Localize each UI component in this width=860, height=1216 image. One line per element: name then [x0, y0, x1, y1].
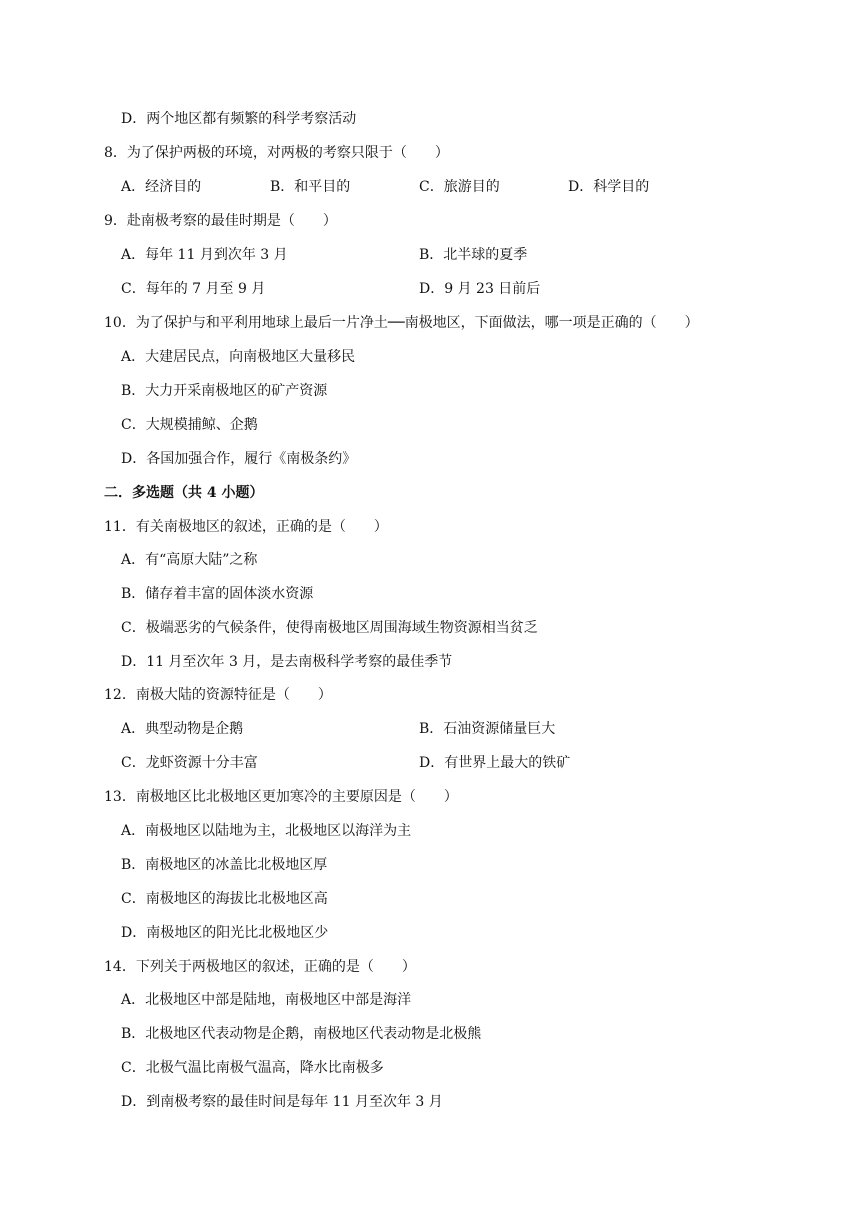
- question-12-option-b: B．石油资源储量巨大: [419, 721, 556, 737]
- question-9-option-a: A．每年 11 月到次年 3 月: [121, 247, 288, 263]
- question-8-option-b: B．和平目的: [270, 179, 351, 195]
- question-11-stem: 11．有关南极地区的叙述，正确的是（ ）: [104, 519, 388, 535]
- question-13-option-c: C．南极地区的海拔比北极地区高: [121, 891, 328, 907]
- question-14-option-c: C．北极气温比南极气温高，降水比南极多: [121, 1060, 384, 1076]
- question-8-option-c: C．旅游目的: [419, 179, 500, 195]
- question-11-option-c: C．极端恶劣的气候条件，使得南极地区周围海域生物资源相当贫乏: [121, 620, 538, 636]
- question-14-option-d: D．到南极考察的最佳时间是每年 11 月至次年 3 月: [121, 1094, 443, 1110]
- question-9-option-c: C．每年的 7 月至 9 月: [121, 281, 266, 297]
- question-11-option-a: A．有“高原大陆”之称: [121, 552, 258, 568]
- question-10-option-a: A．大建居民点，向南极地区大量移民: [121, 349, 356, 365]
- question-9-stem: 9．赴南极考察的最佳时期是（ ）: [104, 213, 337, 229]
- question-12-option-d: D．有世界上最大的铁矿: [419, 755, 571, 771]
- question-11-option-d: D．11 月至次年 3 月，是去南极科学考察的最佳季节: [121, 654, 453, 670]
- question-13-stem: 13．南极地区比北极地区更加寒冷的主要原因是（ ）: [104, 789, 458, 805]
- question-8-option-d: D．科学目的: [568, 179, 650, 195]
- section-heading-multiple-choice: 二．多选题（共 4 小题）: [104, 485, 264, 501]
- question-12-stem: 12．南极大陆的资源特征是（ ）: [104, 687, 332, 703]
- question-8-option-a: A．经济目的: [121, 179, 202, 195]
- question-11-option-b: B．储存着丰富的固体淡水资源: [121, 586, 314, 602]
- question-13-option-b: B．南极地区的冰盖比北极地区厚: [121, 857, 328, 873]
- prev-question-option-d: D．两个地区都有频繁的科学考察活动: [121, 111, 357, 127]
- question-10-stem: 10．为了保护与和平利用地球上最后一片净土──南极地区，下面做法，哪一项是正确的（ ）: [104, 315, 699, 331]
- question-12-option-c: C．龙虾资源十分丰富: [121, 755, 258, 771]
- question-8-stem: 8．为了保护两极的环境，对两极的考察只限于（ ）: [104, 145, 449, 161]
- question-14-stem: 14．下列关于两极地区的叙述，正确的是（ ）: [104, 959, 416, 975]
- question-13-option-d: D．南极地区的阳光比北极地区少: [121, 925, 329, 941]
- question-10-option-b: B．大力开采南极地区的矿产资源: [121, 383, 328, 399]
- question-9-option-d: D．9 月 23 日前后: [419, 281, 541, 297]
- question-9-option-b: B．北半球的夏季: [419, 247, 528, 263]
- question-13-option-a: A．南极地区以陆地为主，北极地区以海洋为主: [121, 823, 412, 839]
- question-12-option-a: A．典型动物是企鹅: [121, 721, 244, 737]
- question-14-option-a: A．北极地区中部是陆地，南极地区中部是海洋: [121, 992, 412, 1008]
- question-10-option-d: D．各国加强合作，履行《南极条约》: [121, 451, 357, 467]
- question-14-option-b: B．北极地区代表动物是企鹅，南极地区代表动物是北极熊: [121, 1026, 482, 1042]
- question-10-option-c: C．大规模捕鲸、企鹅: [121, 417, 258, 433]
